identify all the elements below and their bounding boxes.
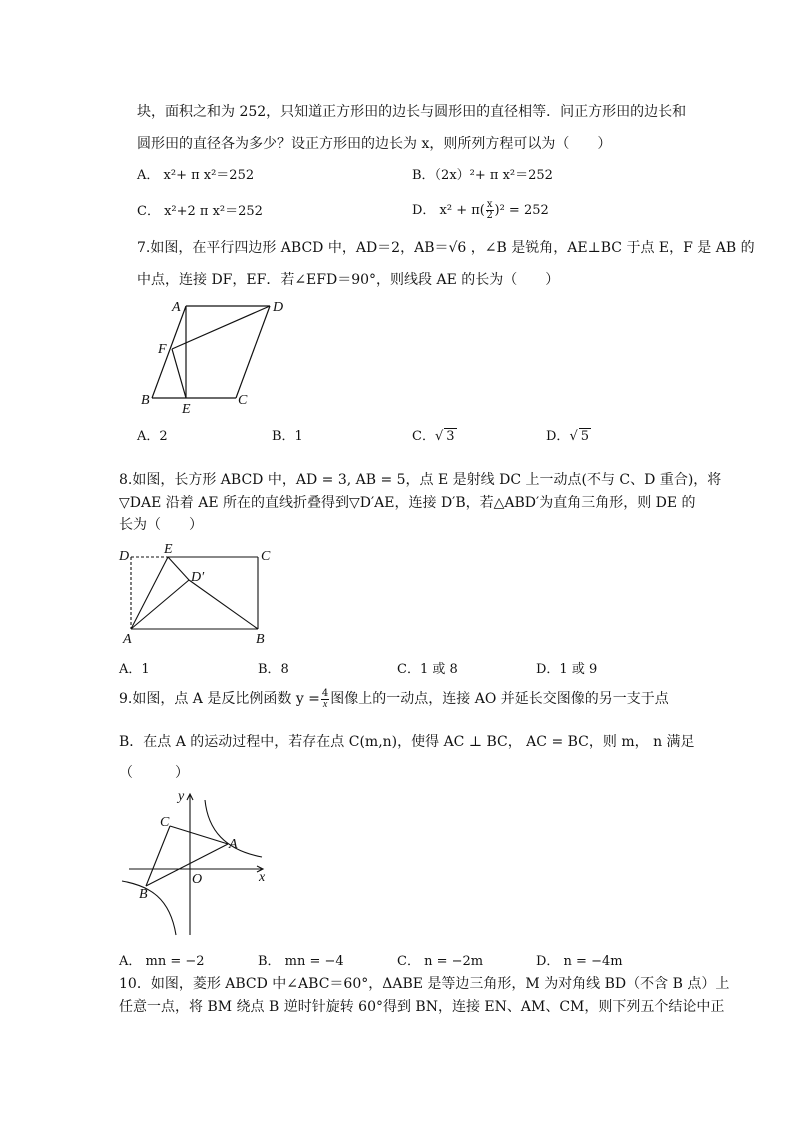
q8-option-d: D．1 或 9: [536, 662, 598, 677]
q7-line2: 中点，连接 DF，EF．若∠EFD＝90°，则线段 AE 的长为（ ）: [137, 272, 560, 288]
q7-option-c-pre: C．: [412, 429, 435, 444]
q9-label-x: x: [259, 870, 266, 885]
q8-label-a: A: [123, 632, 132, 647]
q9-label-a: A: [229, 837, 238, 852]
q8-line2: ▽DAE 沿着 AE 所在的直线折叠得到▽D′AE，连接 D′B，若△ABD′为直角三角形，则 DE 的: [119, 495, 696, 511]
q9-seg-cb: [146, 826, 170, 886]
q9-curve-lower: [122, 881, 176, 935]
q7-line1: 7.如图，在平行四边形 ABCD 中，AD＝2，AB＝√6 ，∠B 是锐角，AE⊥BC 于点 E，F 是 AB 的: [137, 240, 755, 256]
q9-label-y: y: [178, 789, 185, 804]
q6-line2: 圆形田的直径各为多少？设正方形田的边长为 x，则所列方程可以为（ ）: [137, 136, 612, 152]
q9-label-c: C: [160, 815, 170, 830]
q8-option-a: A．1: [119, 662, 150, 677]
q9-fraction-numerator: 4: [321, 687, 329, 699]
q6-option-d-denominator: 2: [486, 210, 493, 221]
q9-option-b: B． mn = −4: [258, 954, 344, 969]
q6-option-c: C． x²+2 π x²＝252: [137, 204, 263, 219]
q7-label-d: D: [273, 300, 284, 315]
q10-line1: 10．如图，菱形 ABCD 中∠ABC＝60°，ΔABE 是等边三角形，M 为对角线 BD（不含 B 点）上: [119, 976, 730, 992]
q8-line1: 8.如图，长方形 ABCD 中，AD = 3, AB = 5，点 E 是射线 DC 上一动点(不与 C、D 重合)，将: [119, 472, 722, 488]
q9-label-o: O: [192, 872, 203, 887]
q8-option-c: C．1 或 8: [397, 662, 458, 677]
q7-label-e: E: [182, 402, 191, 417]
q7-option-d-pre: D．: [546, 429, 570, 444]
q8-label-b: B: [256, 632, 265, 647]
q8-label-dprime: D′: [191, 570, 205, 585]
q6-option-d-post: )² = 252: [494, 203, 549, 218]
q10-line2: 任意一点，将 BM 绕点 B 逆时针旋转 60°得到 BN，连接 EN、AM、CM，则下列五个结论中正: [119, 999, 725, 1015]
q6-option-a: A． x²+ π x²＝252: [137, 168, 255, 183]
q7-label-f: F: [158, 342, 167, 357]
q6-option-d-pre: D． x² + π(: [412, 203, 485, 218]
q9-line3: （ ）: [119, 765, 189, 781]
q9-label-b: B: [139, 887, 148, 902]
q7-option-c: C．√ 3: [412, 429, 455, 444]
q8-label-d: D: [119, 549, 130, 564]
q7-option-d-radicand: 5: [580, 429, 590, 444]
q9-option-c: C． n = −2m: [397, 954, 484, 969]
q9-line1-pre: 9.如图，点 A 是反比例函数 y =: [119, 691, 320, 707]
q9-seg-ab: [146, 844, 228, 886]
q7-option-b: B．1: [272, 429, 303, 444]
q9-option-d: D． n = −4m: [536, 954, 623, 969]
q7-label-b: B: [141, 393, 150, 408]
q6-line1: 块，面积之和为 252，只知道正方形田的边长与圆形田的直径相等．问正方形田的边长和: [137, 104, 687, 120]
q7-label-c: C: [238, 393, 248, 408]
q6-option-b: B．（2x）²+ π x²＝252: [412, 168, 553, 183]
q8-label-c: C: [261, 549, 271, 564]
q9-line2: B．在点 A 的运动过程中，若存在点 C(m,n)，使得 AC ⊥ BC， AC = BC，则 m， n 满足: [119, 734, 695, 750]
q7-label-a: A: [172, 300, 181, 315]
q9-fraction-denominator: x: [322, 698, 328, 710]
q7-option-a: A．2: [137, 429, 168, 444]
q6-option-d-numerator: x: [486, 199, 493, 210]
q7-option-c-radicand: 3: [446, 429, 455, 444]
q9-line1-post: 图像上的一动点，连接 AO 并延长交图像的另一支于点: [330, 691, 669, 707]
q9-option-a: A． mn = −2: [119, 954, 205, 969]
q8-option-b: B．8: [258, 662, 289, 677]
q7-option-d: D．√ 5: [546, 429, 590, 444]
q8-label-e: E: [164, 542, 173, 557]
q8-line3: 长为（ ）: [119, 517, 203, 533]
